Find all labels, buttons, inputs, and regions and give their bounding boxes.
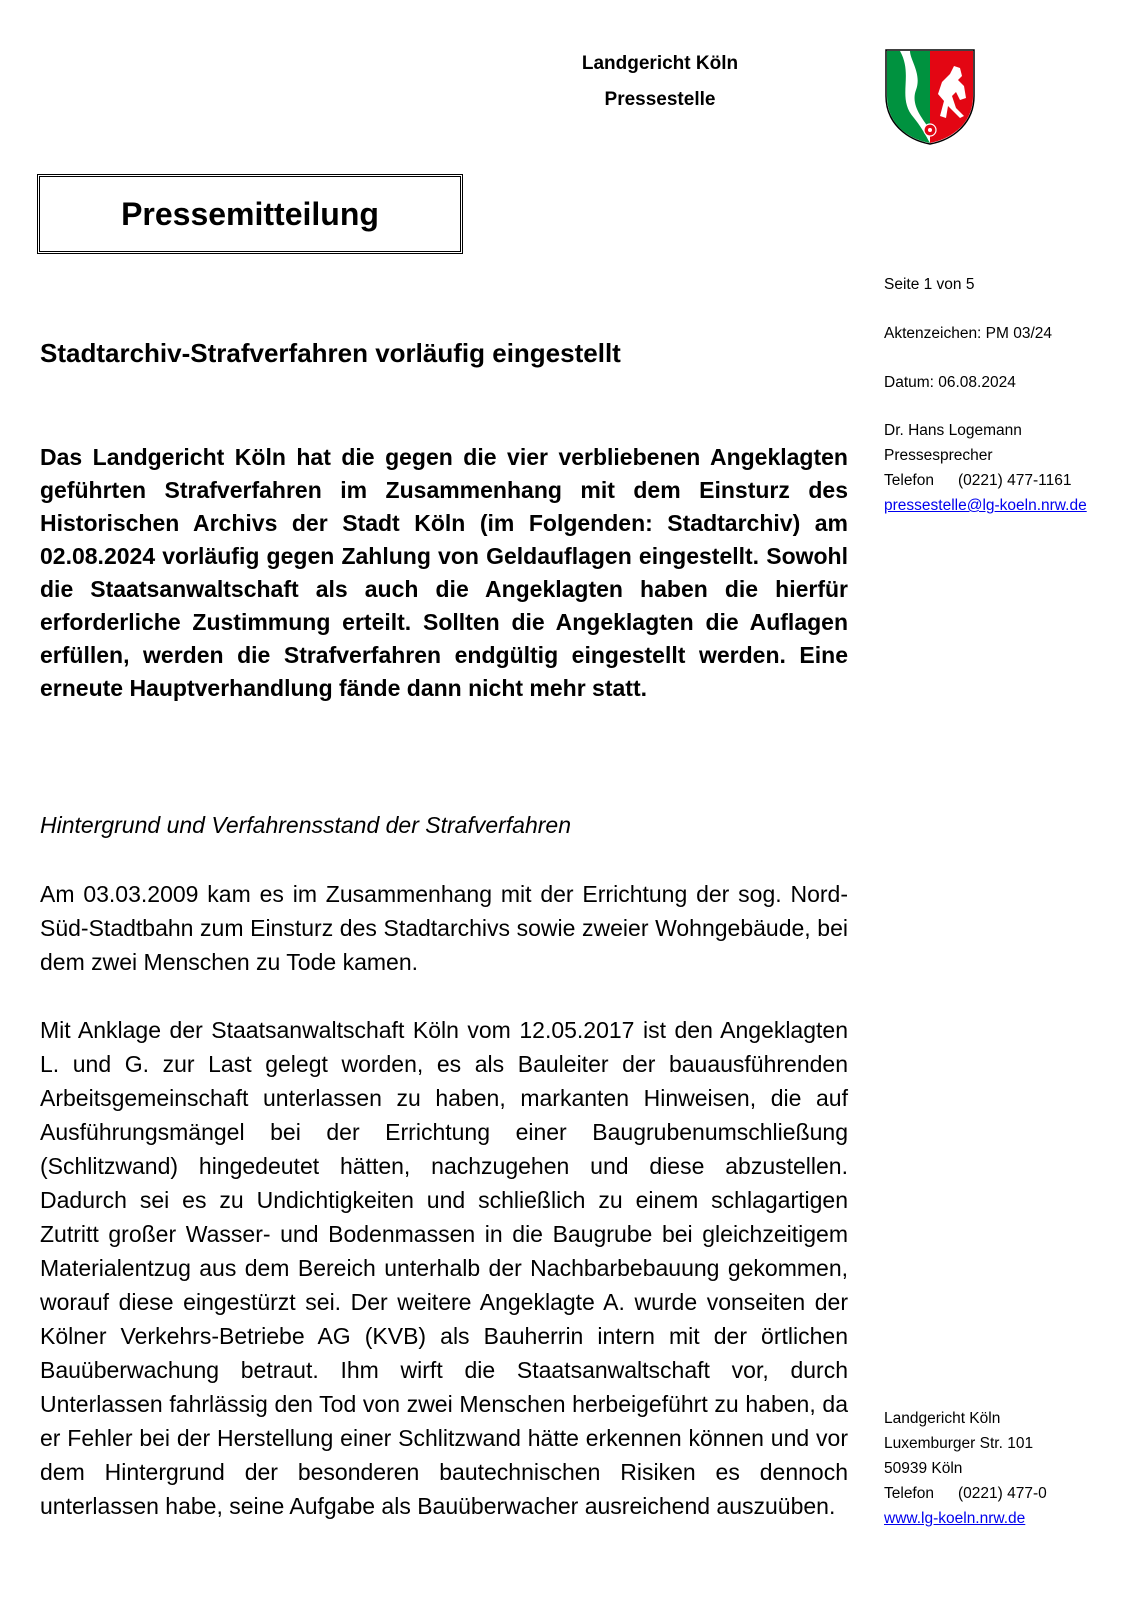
body-paragraph-2: Mit Anklage der Staatsanwaltschaft Köln vom 12.05.2017 ist den Angeklagten L. und G. zur Last gelegt worden, es als Bauleiter der bauausführenden Arbeitsgemeinschaft unterlassen zu haben, markanten Hinweisen, die auf Ausführungsmängel bei der Errichtung einer Baugrubenumschließung (Schlitzwand) hingedeutet hätten, nachzugehen und diese abzustellen. Dadurch sei es zu Undichtigkeiten und schließlich zu einem schlagartigen Zutritt großer Wasser- und Bodenmassen in die Baugrube bei gleichzeitigem Materialentzug aus dem Bereich unterhalb der Nachbarbebauung gekommen, worauf diese eingestürzt sei. Der weitere Angeklagte A. wurde vonseiten der Kölner Verkehrs-Betriebe AG (KVB) als Bauherrin intern mit der örtlichen Bauüberwachung betraut. Ihm wirft die Staatsanwaltschaft vor, durch Unterlassen fahrlässig den Tod von zwei Menschen herbeigeführt zu haben, da er Fehler bei der Herstellung einer Schlitzwand hätte erkennen können und vor dem Hintergrund der besonderen bautechnischen Risiken es dennoch unterlassen habe, seine Aufgabe als Bauüberwacher ausreichend auszuüben. bbox=[40, 1017, 848, 1519]
release-date: Datum: 06.08.2024 bbox=[884, 374, 1016, 391]
footer-phone bbox=[884, 1481, 1047, 1506]
contact-phone bbox=[884, 468, 1087, 493]
contact-name: Dr. Hans Logemann bbox=[884, 422, 1022, 439]
press-office-label: Pressestelle bbox=[604, 89, 716, 110]
court-header bbox=[500, 46, 820, 118]
lead-paragraph: Das Landgericht Köln hat die gegen die vier verbliebenen Angeklagten geführten Strafverfahren im Zusammenhang mit dem Einsturz des Historischen Archivs der Stadt Köln (im Folgenden: Stadtarchiv) am 02.08.2024 vorläufig gegen Zahlung von Geldauflagen eingestellt. Sowohl die Staatsanwaltschaft als auch die Angeklagten haben die hierfür erforderliche Zustimmung erteilt. Sollten die Angeklagten die Auflagen erfüllen, werden die Strafverfahren endgültig eingestellt werden. Eine erneute Hauptverhandlung fände dann nicht mehr statt. bbox=[40, 444, 848, 701]
phone-label: Telefon bbox=[884, 472, 934, 489]
body-paragraph-1: Am 03.03.2009 kam es im Zusammenhang mit der Errichtung der sog. Nord-Süd-Stadtbahn zum Einsturz des Stadtarchivs sowie zweier Wohngebäude, bei dem zwei Menschen zu Tode kamen. bbox=[40, 881, 848, 975]
contact-block bbox=[884, 418, 1087, 518]
footer-phone-number: (0221) 477-0 bbox=[957, 1485, 1047, 1502]
phone-number: (0221) 477-1161 bbox=[957, 472, 1072, 489]
contact-email-link[interactable]: pressestelle@lg-koeln.nrw.de bbox=[884, 497, 1087, 514]
press-release-title: Pressemitteilung bbox=[121, 195, 379, 232]
footer-phone-label: Telefon bbox=[884, 1485, 934, 1502]
headline: Stadtarchiv-Strafverfahren vorläufig eingestellt bbox=[40, 338, 621, 368]
contact-role: Pressesprecher bbox=[884, 447, 993, 464]
footer-street: Luxemburger Str. 101 bbox=[884, 1435, 1034, 1452]
court-address-block bbox=[884, 1406, 1047, 1531]
file-number: Aktenzeichen: PM 03/24 bbox=[884, 325, 1053, 342]
footer-website-link[interactable]: www.lg-koeln.nrw.de bbox=[884, 1510, 1026, 1527]
nrw-coat-of-arms-icon bbox=[880, 46, 980, 146]
court-name: Landgericht Köln bbox=[581, 53, 739, 74]
footer-court-name: Landgericht Köln bbox=[884, 1410, 1001, 1427]
press-release-box bbox=[37, 174, 463, 254]
section-subheading: Hintergrund und Verfahrensstand der Strafverfahren bbox=[40, 812, 572, 838]
footer-city: 50939 Köln bbox=[884, 1460, 963, 1477]
page-counter: Seite 1 von 5 bbox=[884, 276, 975, 293]
